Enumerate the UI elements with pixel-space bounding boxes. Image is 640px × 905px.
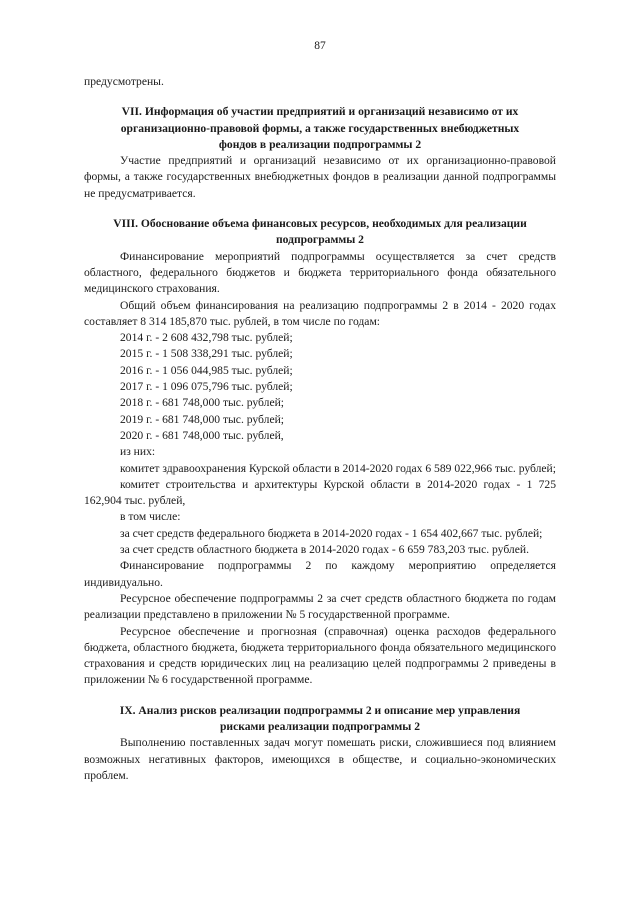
page-number: 87 [314, 40, 326, 52]
section-8-paragraph-5: Ресурсное обеспечение и прогнозная (справочная) оценка расходов федерального бюджета, областного бюджета, бюджета территориального фонда обязательного медицинского страхования и средств юридических лиц на реализацию целей подпрограммы 2 приведены в приложении № 6 государственной программе. [84, 624, 556, 687]
funding-year-2015: 2015 г. - 1 508 338,291 тыс. рублей; [120, 347, 293, 361]
of-them-label: из них: [120, 445, 156, 459]
including-label: в том числе: [120, 510, 181, 524]
section-7-paragraph: Участие предприятий и организаций независимо от их организационно-правовой формы, а также государственных внебюджетных фондов в реализации данной подпрограммы не предусматривается. [84, 154, 556, 200]
funding-by-year-list [84, 330, 556, 444]
section-8-paragraph-2: Общий объем финансирования на реализацию подпрограммы 2 в 2014 - 2020 годах составляет 8 314 185,870 тыс. рублей, в том числе по годам: [84, 298, 556, 328]
section-8-paragraph-3: Финансирование подпрограммы 2 по каждому мероприятию определяется индивидуально. [84, 559, 556, 589]
lead-line: предусмотрены. [84, 75, 164, 88]
section-9-title: IX. Анализ рисков реализации подпрограммы 2 и описание мер управления рисками реализации подпрограммы 2 [119, 703, 521, 733]
health-committee-funding: комитет здравоохранения Курской области в 2014-2020 годах 6 589 022,966 тыс. рублей; [120, 461, 556, 475]
section-7-title: VII. Информация об участии предприятий и организаций независимо от их организационно-правовой формы, а также государственных внебюджетных фондов в реализации подпрограммы 2 [120, 105, 520, 151]
section-8-title: VIII. Обоснование объема финансовых ресурсов, необходимых для реализации подпрограммы 2 [113, 217, 527, 247]
federal-budget-funding: за счет средств федерального бюджета в 2014-2020 годах - 1 654 402,667 тыс. рублей; [120, 526, 543, 540]
funding-year-2020: 2020 г. - 681 748,000 тыс. рублей, [120, 428, 284, 442]
funding-year-2019: 2019 г. - 681 748,000 тыс. рублей; [120, 412, 285, 426]
regional-budget-funding: за счет средств областного бюджета в 2014-2020 годах - 6 659 783,203 тыс. рублей. [120, 543, 529, 557]
funding-year-2017: 2017 г. - 1 096 075,796 тыс. рублей; [120, 380, 293, 394]
section-9-paragraph-1: Выполнению поставленных задач могут помешать риски, сложившиеся под влиянием возможных негативных факторов, имеющихся в обществе, и социально-экономических проблем. [84, 736, 556, 782]
section-8-paragraph-4: Ресурсное обеспечение подпрограммы 2 за счет средств областного бюджета по годам реализации представлено в приложении № 5 государственной программе. [84, 591, 556, 622]
funding-year-2016: 2016 г. - 1 056 044,985 тыс. рублей; [120, 363, 293, 377]
page-body [84, 74, 556, 784]
construction-committee-funding: комитет строительства и архитектуры Курской области в 2014-2020 годах - 1 725 162,904 тыс. рублей, [84, 477, 556, 508]
funding-year-2018: 2018 г. - 681 748,000 тыс. рублей; [120, 396, 285, 410]
funding-year-2014: 2014 г. - 2 608 432,798 тыс. рублей; [120, 331, 293, 345]
section-8-paragraph-1: Финансирование мероприятий подпрограммы осуществляется за счет средств областного, федерального бюджетов и бюджета территориального фонда обязательного медицинского страхования. [84, 249, 556, 296]
